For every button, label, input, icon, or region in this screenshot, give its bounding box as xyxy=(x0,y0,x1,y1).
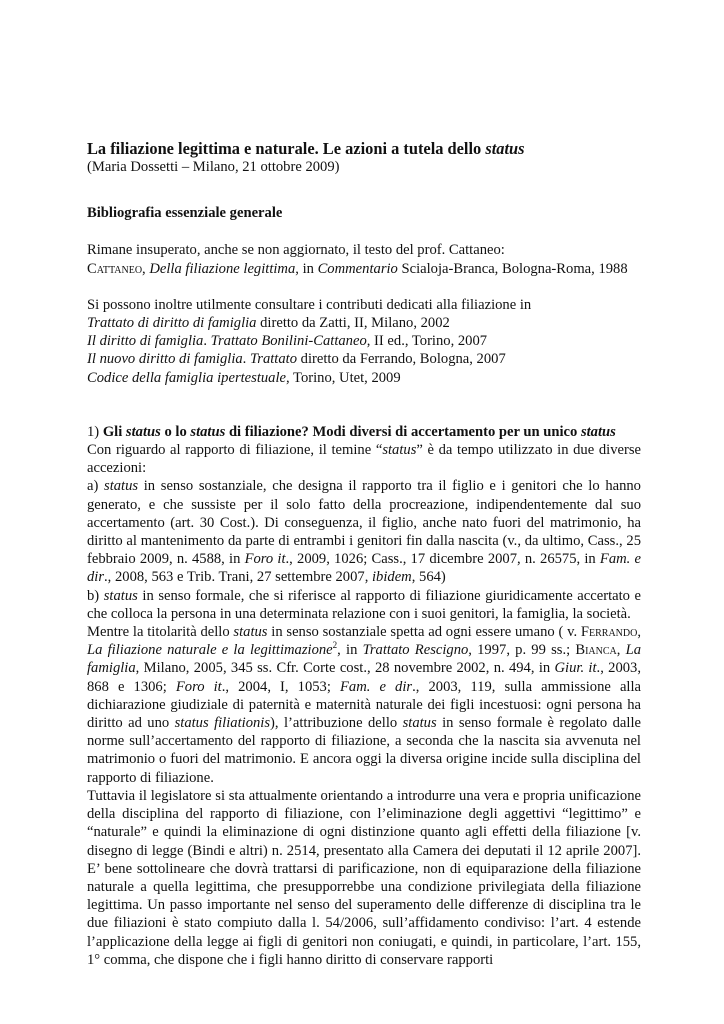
document-subtitle: (Maria Dossetti – Milano, 21 ottobre 2009) xyxy=(87,159,340,175)
paragraph: Mentre la titolarità dello status in senso sostanziale spetta ad ogni essere umano ( v. Ferrando, La filiazione naturale e la legittimazione$^2$, in Trattato Rescigno, 1997, p. 99 ss.; Bianca, La famiglia, Milano, 2005, 345 ss. Cfr. Corte cost., 28 novembre 2002, n. 494, in Giur. it., 2003, 868 e 1306; Foro it., 2004, I, 1053; Fam. e dir., 2003, 119, sulla ammissione alla dichiarazione giudiziale di paternità e maternità naturale dei figli incestuosi: ogni persona ha diritto ad uno status filiationis), l’attribuzione dello status in senso formale è regolato dalle norme sull’accertamento del rapporto di filiazione, a seconda che la nascita sia avvenuta nel matrimonio o fuori del matrimonio. E ancora oggi la diversa origine incide sulla disciplina del rapporto di filiazione. xyxy=(87,624,642,786)
section-1 xyxy=(87,423,641,969)
paragraph: Tuttavia il legislatore si sta attualmente orientando a introdurre una vera e propria unificazione della disciplina del rapporto di filiazione, con l’eliminazione degli aggettivi “legittimo” e “naturale” e quindi la eliminazione di ogni distinzione quanto agli effetti della filiazione [v. disegno di legge (Bindi e altri) n. 2514, presentato alla Camera dei deputati il 12 aprile 2007]. E’ bene sottolineare che dovrà trattarsi di parificazione, non di equiparazione della filiazione naturale a quella legittima, che presupporrebbe una condizione privilegiata della filiazione legittima. Un passo importante nel senso del superamento delle differenze di disciplina tra le due filiazioni è stato compiuto dalla l. 54/2006, sull’affidamento condiviso: l’art. 4 estende l’applicazione della legge ai figli di genitori non coniugati, e quindi, in particolare, l’art. 155, 1° comma, che dispone che i figli hanno diritto di conservare rapporti xyxy=(87,787,641,968)
section-spacer xyxy=(87,387,641,423)
bibliography-intro: Rimane insuperato, anche se non aggiornato, il testo del prof. Cattaneo: xyxy=(87,242,505,259)
section-1-heading: 1) Gli status o lo status di filiazione? Modi diversi di accertamento per un unico status xyxy=(87,423,616,440)
paragraph: a) status in senso sostanziale, che designa il rapporto tra il figlio e i genitori che lo hanno generato, e che sussiste per il solo fatto della procreazione, indipendentemente dal suo accertamento (art. 30 Cost.). Di conseguenza, il figlio, anche nato fuori del matrimonio, ha diritto al mantenimento da parte di entrambi i genitori fin dalla nascita (v., da ultimo, Cass., 25 febbraio 2009, n. 4588, in Foro it., 2009, 1026; Cass., 17 dicembre 2007, n. 26575, in Fam. e dir., 2008, 563 e Trib. Trani, 27 settembre 2007, ibidem, 564) xyxy=(87,478,641,586)
document-body xyxy=(87,139,641,969)
bibliography-ref: Il diritto di famiglia. Trattato Bonilini-Cattaneo, II ed., Torino, 2007 xyxy=(87,333,488,350)
document-title: La filiazione legittima e naturale. Le azioni a tutela dello status xyxy=(87,139,525,158)
bibliography-intro-block xyxy=(87,241,641,277)
bibliography-cattaneo: Cattaneo, Della filiazione legittima, in Commentario Scialoja-Branca, Bologna-Roma, 1988 xyxy=(87,260,628,277)
bibliography-ref: Il nuovo diritto di famiglia. Trattato diretto da Ferrando, Bologna, 2007 xyxy=(87,351,506,368)
paragraph: b) status in senso formale, che si riferisce al rapporto di filiazione giuridicamente accertato e che colloca la persona in una determinata relazione con i suoi genitori, la famiglia, la società. xyxy=(87,587,642,622)
bibliography-heading: Bibliografia essenziale generale xyxy=(87,205,283,222)
bibliography-ref: Codice della famiglia ipertestuale, Torino, Utet, 2009 xyxy=(87,369,401,386)
bibliography-ref: Trattato di diritto di famiglia diretto da Zatti, II, Milano, 2002 xyxy=(87,315,450,332)
bibliography-refs-block xyxy=(87,296,641,387)
paragraph: Con riguardo al rapporto di filiazione, il temine “status” è da tempo utilizzato in due diverse accezioni: xyxy=(87,442,641,477)
bibliography-intro-2: Si possono inoltre utilmente consultare i contributi dedicati alla filiazione in xyxy=(87,296,532,313)
